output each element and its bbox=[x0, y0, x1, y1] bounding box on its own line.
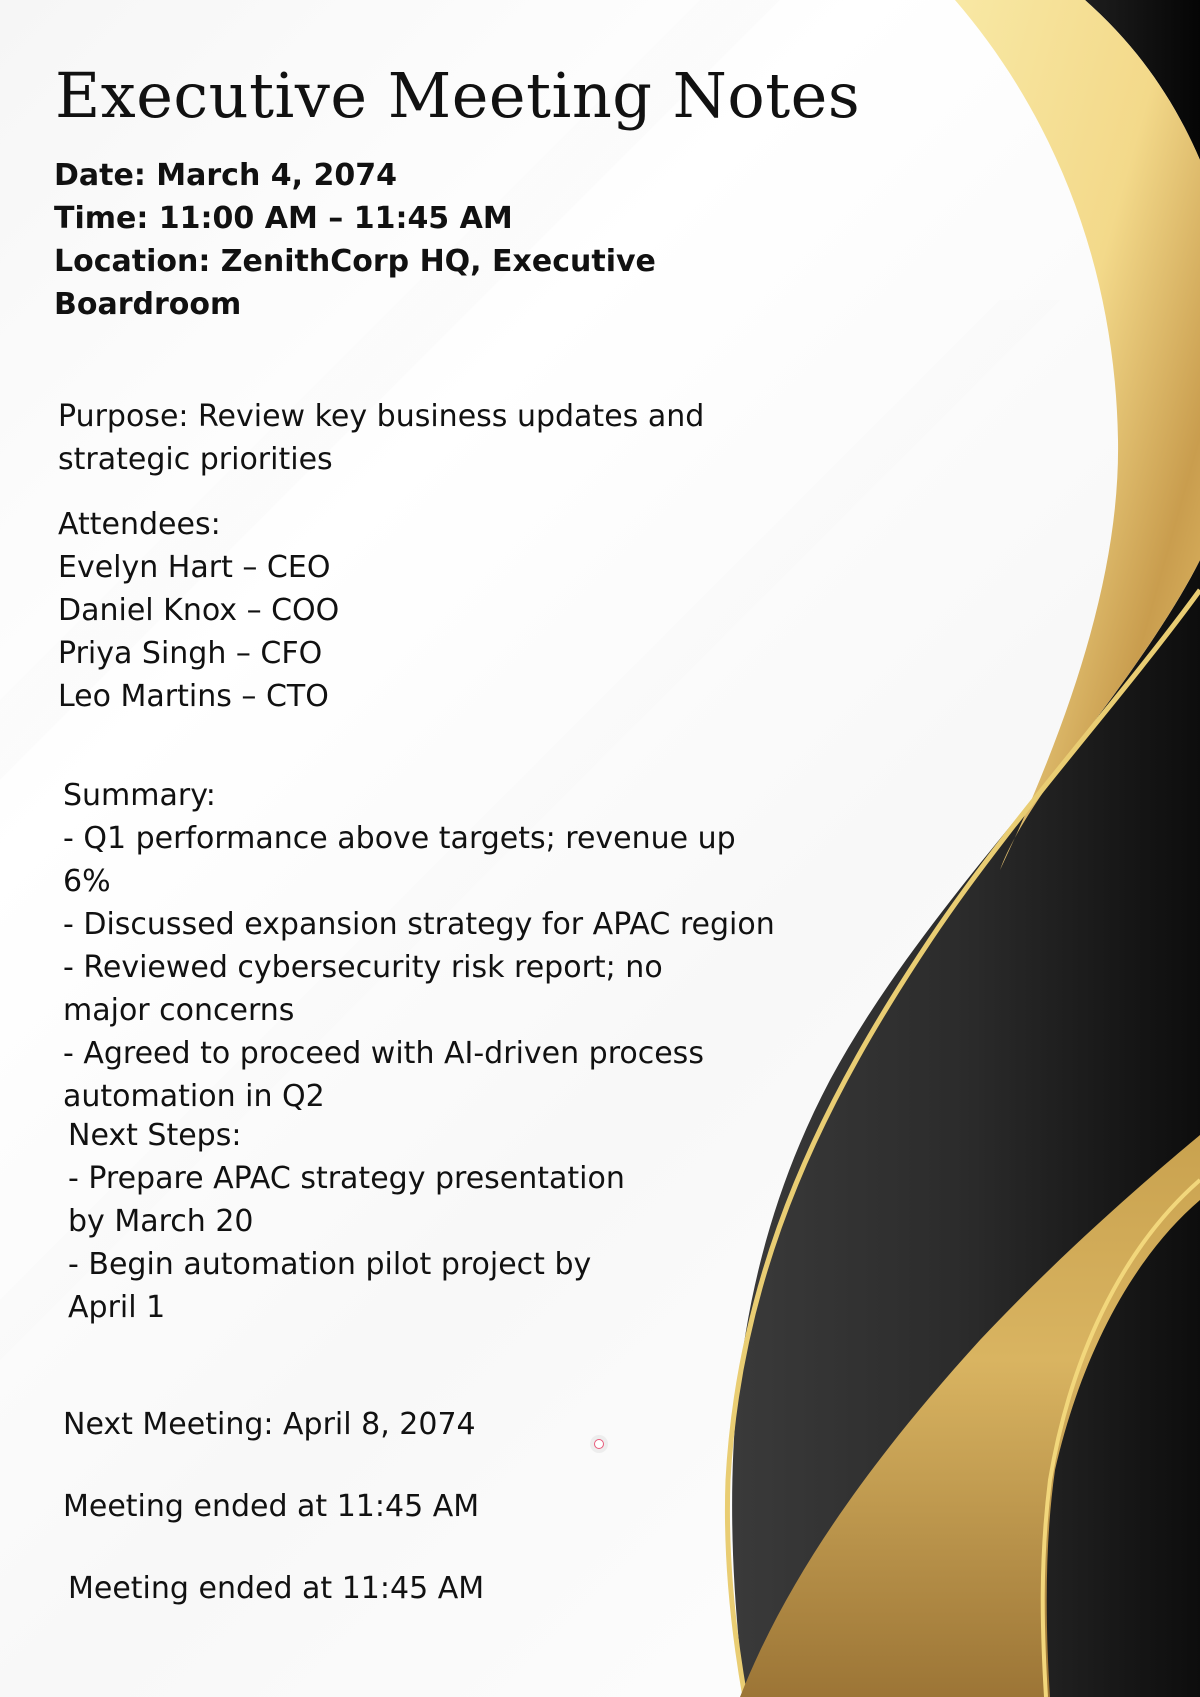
attendee-item: Priya Singh – CFO bbox=[58, 636, 323, 671]
meeting-time: Time: 11:00 AM – 11:45 AM bbox=[54, 201, 513, 236]
next-step-item: - Prepare APAC strategy presentation by March 20 bbox=[68, 1161, 625, 1239]
summary-section bbox=[63, 774, 783, 1118]
next-step-item: - Begin automation pilot project by April 1 bbox=[68, 1247, 592, 1325]
attendees-section bbox=[58, 503, 738, 718]
attendee-item: Evelyn Hart – CEO bbox=[58, 550, 331, 585]
summary-item: - Reviewed cybersecurity risk report; no major concerns bbox=[63, 950, 663, 1028]
summary-item: - Agreed to proceed with AI-driven process automation in Q2 bbox=[63, 1036, 704, 1114]
next-steps-section bbox=[68, 1114, 628, 1329]
meeting-purpose: Purpose: Review key business updates and strategic priorities bbox=[58, 399, 705, 477]
attendees-heading: Attendees: bbox=[58, 507, 221, 542]
attendee-item: Leo Martins – CTO bbox=[58, 679, 329, 714]
meeting-location: Location: ZenithCorp HQ, Executive Boardroom bbox=[54, 244, 656, 322]
summary-item: - Discussed expansion strategy for APAC region bbox=[63, 907, 775, 942]
small-circle-marker-icon bbox=[594, 1439, 604, 1449]
document-title: Executive Meeting Notes bbox=[55, 59, 861, 132]
meeting-ended-note-duplicate: Meeting ended at 11:45 AM bbox=[68, 1571, 485, 1606]
next-steps-heading: Next Steps: bbox=[68, 1118, 242, 1153]
meeting-date: Date: March 4, 2074 bbox=[54, 158, 397, 193]
next-meeting: Next Meeting: April 8, 2074 bbox=[63, 1407, 476, 1442]
meeting-ended-note: Meeting ended at 11:45 AM bbox=[63, 1489, 480, 1524]
summary-item: - Q1 performance above targets; revenue up 6% bbox=[63, 821, 736, 899]
summary-heading: Summary: bbox=[63, 778, 216, 813]
meeting-meta bbox=[54, 154, 694, 326]
attendee-item: Daniel Knox – COO bbox=[58, 593, 340, 628]
